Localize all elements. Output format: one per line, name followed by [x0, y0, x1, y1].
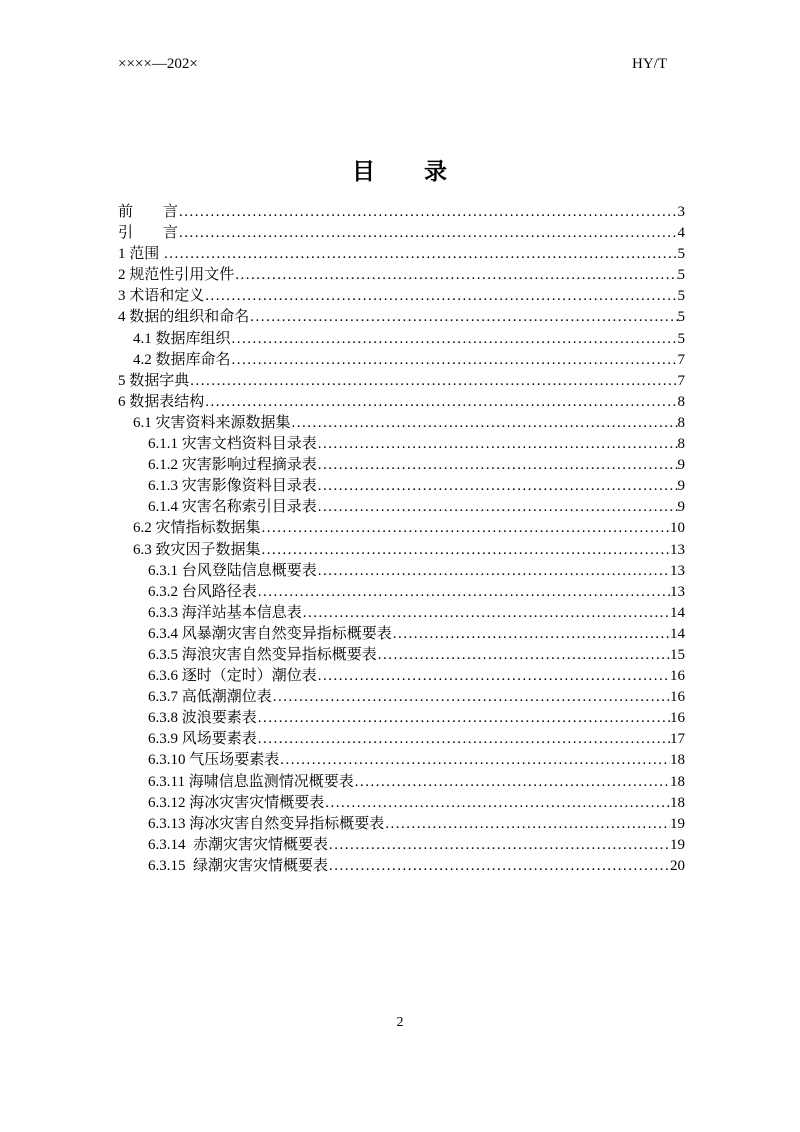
toc-entry[interactable]	[118, 561, 685, 582]
toc-entry[interactable]	[118, 772, 685, 793]
toc-entry[interactable]	[118, 666, 685, 687]
toc-leader-dots	[232, 350, 678, 371]
toc-leader-dots	[262, 518, 670, 539]
toc-leader-dots	[385, 814, 670, 835]
toc-entry[interactable]	[118, 624, 685, 645]
toc-entry-page: 16	[670, 710, 685, 727]
toc-entry-label: 6.3.10 气压场要素表	[148, 752, 280, 769]
toc-entry[interactable]	[118, 434, 685, 455]
toc-entry[interactable]	[118, 540, 685, 561]
toc-entry-label: 6.3.9 风场要素表	[148, 731, 257, 748]
toc-entry-page: 5	[677, 330, 685, 347]
toc-entry-page: 5	[677, 288, 685, 305]
toc-leader-dots	[318, 497, 678, 518]
toc-leader-dots	[329, 856, 670, 877]
toc-entry-page: 18	[670, 752, 685, 769]
toc-entry-page: 18	[670, 773, 685, 790]
toc-entry-label: 6.3.2 台风路径表	[148, 583, 257, 600]
toc-entry[interactable]	[118, 202, 685, 223]
toc-entry-page: 15	[670, 646, 685, 663]
toc-entry-page: 5	[677, 309, 685, 326]
toc-entry-page: 10	[670, 520, 685, 537]
toc-entry-label: 4.2 数据库命名	[133, 351, 231, 368]
toc-entry[interactable]	[118, 645, 685, 666]
toc-entry-label: 4 数据的组织和命名	[118, 309, 250, 326]
toc-entry[interactable]	[118, 856, 685, 877]
toc-entry-page: 9	[677, 478, 685, 495]
toc-leader-dots	[318, 434, 678, 455]
toc-entry-label: 2 规范性引用文件	[118, 267, 235, 284]
toc-entry-page: 8	[677, 393, 685, 410]
toc-entry[interactable]	[118, 307, 685, 328]
toc-leader-dots	[318, 561, 670, 582]
toc-entry-page: 20	[670, 857, 685, 874]
toc-entry-label: 6.3.13 海冰灾害自然变异指标概要表	[148, 815, 385, 832]
toc-entry[interactable]	[118, 476, 685, 497]
toc-leader-dots	[258, 582, 670, 603]
toc-leader-dots	[179, 202, 677, 223]
toc-entry[interactable]	[118, 371, 685, 392]
toc-leader-dots	[318, 455, 678, 476]
toc-entry[interactable]	[118, 582, 685, 603]
page-footer	[0, 1014, 800, 1032]
toc-entry-label: 5 数据字典	[118, 372, 190, 389]
toc-entry-page: 5	[677, 246, 685, 263]
toc-entry-page: 3	[677, 204, 685, 220]
toc-entry[interactable]	[118, 286, 685, 307]
toc-entry-label: 6.1.3 灾害影像资料目录表	[148, 478, 317, 495]
toc-entry-page: 14	[670, 625, 685, 642]
toc-leader-dots	[292, 413, 678, 434]
toc-entry[interactable]	[118, 223, 685, 244]
toc-leader-dots	[164, 244, 677, 265]
toc-entry-label: 6.1.1 灾害文档资料目录表	[148, 436, 317, 453]
toc-entry-page: 19	[670, 836, 685, 853]
toc-entry-label: 6.3.11 海啸信息监测情况概要表	[148, 773, 354, 790]
toc-leader-dots	[262, 540, 670, 561]
toc-entry-page: 14	[670, 604, 685, 621]
toc-entry[interactable]	[118, 835, 685, 856]
toc-entry-label: 6.3 致灾因子数据集	[133, 541, 261, 558]
header-standard-code: HY/T	[632, 56, 667, 72]
toc-entry[interactable]	[118, 413, 685, 434]
toc-entry[interactable]	[118, 814, 685, 835]
toc-leader-dots	[273, 687, 670, 708]
toc-entry-label: 6.1.4 灾害名称索引目录表	[148, 499, 317, 516]
toc-entry-page: 16	[670, 689, 685, 706]
toc-entry-page: 17	[670, 731, 685, 748]
toc-leader-dots	[205, 286, 677, 307]
toc-entry-label: 6.3.14 赤潮灾害灾情概要表	[148, 836, 329, 853]
toc-entry-label: 6.3.3 海洋站基本信息表	[148, 604, 302, 621]
toc-list	[118, 202, 685, 877]
toc-leader-dots	[235, 265, 677, 286]
toc-entry-label: 6.3.6 逐时（定时）潮位表	[148, 668, 317, 685]
toc-entry-label: 6.1.2 灾害影响过程摘录表	[148, 457, 317, 474]
toc-entry-label: 6.3.1 台风登陆信息概要表	[148, 562, 317, 579]
toc-entry[interactable]	[118, 244, 685, 265]
toc-entry[interactable]	[118, 329, 685, 350]
toc-entry[interactable]	[118, 687, 685, 708]
toc-leader-dots	[280, 750, 670, 771]
toc-entry[interactable]	[118, 518, 685, 539]
toc-leader-dots	[303, 603, 670, 624]
toc-leader-dots	[258, 729, 670, 750]
toc-entry-label: 6.3.8 波浪要素表	[148, 710, 257, 727]
toc-entry[interactable]	[118, 455, 685, 476]
header-standard-number: ××××—202×	[118, 56, 198, 72]
toc-entry-label: 引 言	[118, 225, 179, 242]
toc-entry-page: 13	[670, 541, 685, 558]
toc-entry-label: 6.3.7 高低潮潮位表	[148, 689, 272, 706]
footer-page-number: 2	[396, 1015, 404, 1030]
toc-leader-dots	[258, 708, 670, 729]
toc-leader-dots	[325, 793, 670, 814]
toc-entry[interactable]	[118, 750, 685, 771]
toc-entry[interactable]	[118, 265, 685, 286]
toc-entry[interactable]	[118, 603, 685, 624]
toc-leader-dots	[205, 392, 677, 413]
toc-entry[interactable]	[118, 793, 685, 814]
toc-entry-label: 6.3.15 绿潮灾害灾情概要表	[148, 857, 329, 874]
toc-entry-page: 5	[677, 267, 685, 284]
toc-entry-page: 7	[677, 372, 685, 389]
toc-entry[interactable]	[118, 350, 685, 371]
toc-entry-page: 4	[677, 225, 685, 242]
toc-entry-label: 4.1 数据库组织	[133, 330, 231, 347]
toc-entry-page: 13	[670, 583, 685, 600]
toc-entry-page: 7	[677, 351, 685, 368]
page-title: 目 录	[352, 159, 448, 184]
toc-entry-label: 前 言	[118, 204, 179, 220]
toc-entry-page: 8	[677, 436, 685, 453]
toc-leader-dots	[329, 835, 670, 856]
toc-entry-label: 3 术语和定义	[118, 288, 205, 305]
toc-entry-label: 6.3.5 海浪灾害自然变异指标概要表	[148, 646, 377, 663]
toc-entry-label: 6.3.4 风暴潮灾害自然变异指标概要表	[148, 625, 392, 642]
toc-leader-dots	[318, 476, 678, 497]
toc-leader-dots	[232, 329, 678, 350]
toc-leader-dots	[393, 624, 670, 645]
toc-entry-page: 8	[677, 414, 685, 431]
toc-entry-page: 13	[670, 562, 685, 579]
toc-entry[interactable]	[118, 729, 685, 750]
toc-leader-dots	[355, 772, 670, 793]
toc-entry-page: 9	[677, 499, 685, 516]
toc-leader-dots	[318, 666, 670, 687]
toc-leader-dots	[250, 307, 677, 328]
toc-entry-label: 6.3.12 海冰灾害灾情概要表	[148, 794, 325, 811]
toc-leader-dots	[378, 645, 670, 666]
toc-entry[interactable]	[118, 497, 685, 518]
page-header	[118, 55, 667, 73]
toc-entry-label: 6 数据表结构	[118, 393, 205, 410]
toc-leader-dots	[190, 371, 677, 392]
toc-entry-page: 16	[670, 668, 685, 685]
toc-leader-dots	[179, 223, 677, 244]
toc-entry-page: 18	[670, 794, 685, 811]
toc-entry-label: 6.2 灾情指标数据集	[133, 520, 261, 537]
toc-entry-page: 19	[670, 815, 685, 832]
toc-entry-label: 1 范围	[118, 246, 164, 263]
toc-entry-page: 9	[677, 457, 685, 474]
toc-entry-label: 6.1 灾害资料来源数据集	[133, 414, 291, 431]
toc-entry[interactable]	[118, 708, 685, 729]
toc-entry[interactable]	[118, 392, 685, 413]
